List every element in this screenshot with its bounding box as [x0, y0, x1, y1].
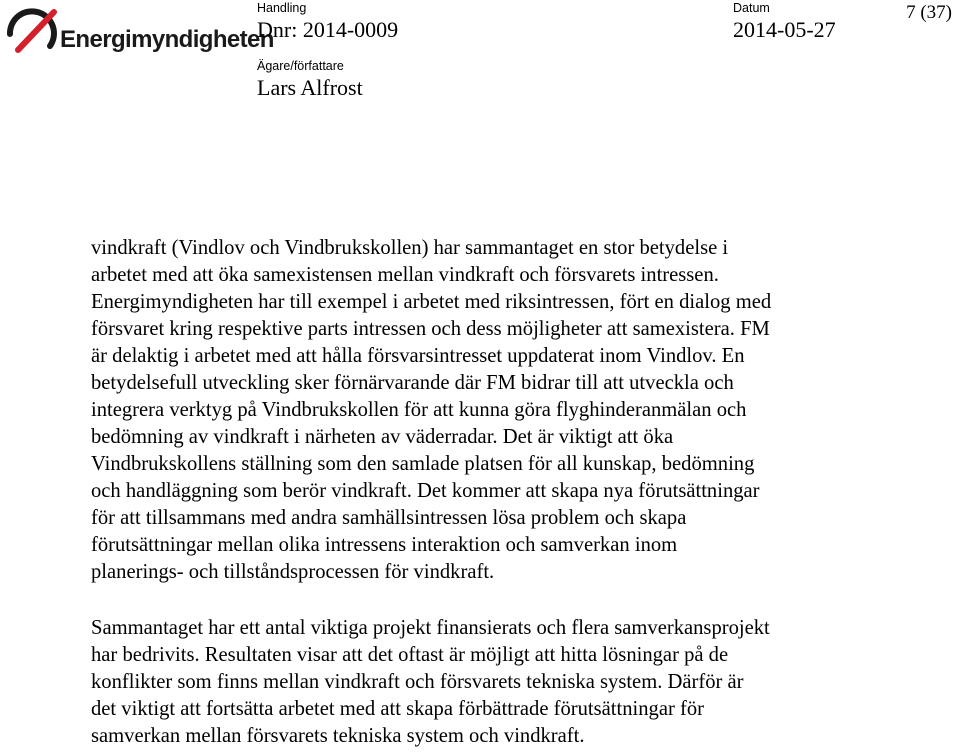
- body-paragraph-1: [91, 235, 891, 586]
- text-line: bedömning av vindkraft i närheten av väderradar. Det är viktigt att öka: [91, 426, 674, 448]
- text-line: förutsättningar mellan olika intressens interaktion och samverkan inom: [91, 534, 678, 556]
- text-line: integrera verktyg på Vindbrukskollen för att kunna göra flyghinderanmälan och: [91, 399, 747, 421]
- text-line: och handläggning som berör vindkraft. Det kommer att skapa nya förutsättningar: [91, 480, 760, 502]
- text-line: Energimyndigheten har till exempel i arbetet med riksintressen, fört en dialog med: [91, 291, 772, 313]
- text-line: planerings- och tillståndsprocessen för vindkraft.: [91, 561, 495, 583]
- body-paragraph-2: [91, 615, 891, 750]
- text-line: konflikter som finns mellan vindkraft och försvarets tekniska system. Därför är: [91, 671, 744, 693]
- logo-swoosh-icon: [6, 4, 66, 60]
- text-line: samverkan mellan försvarets tekniska system och vindkraft.: [91, 725, 585, 747]
- owner-label: Ägare/författare: [257, 59, 344, 73]
- page-number: 7 (37): [906, 2, 952, 23]
- handling-label: Handling: [257, 1, 307, 15]
- energimyndigheten-logo: [6, 4, 274, 60]
- handling-value: Dnr: 2014-0009: [257, 17, 399, 42]
- text-line: försvaret kring respektive parts intressen och dess möjligheter att samexistera. FM: [91, 318, 770, 340]
- text-line: Sammantaget har ett antal viktiga projekt finansierats och flera samverkansprojekt: [91, 617, 770, 639]
- logo-wordmark: Energimyndigheten: [60, 26, 274, 53]
- text-line: vindkraft (Vindlov och Vindbrukskollen) har sammantaget en stor betydelse i: [91, 237, 729, 259]
- text-line: är delaktig i arbetet med att hålla försvarsintresset uppdaterat inom Vindlov. En: [91, 345, 745, 367]
- text-line: betydelsefull utveckling sker förnärvarande där FM bidrar till att utveckla och: [91, 372, 734, 394]
- datum-value: 2014-05-27: [733, 17, 836, 42]
- owner-value: Lars Alfrost: [257, 75, 363, 100]
- datum-label: Datum: [733, 1, 770, 15]
- text-line: det viktigt att fortsätta arbetet med att skapa förbättrade förutsättningar för: [91, 698, 705, 720]
- text-line: arbetet med att öka samexistensen mellan vindkraft och försvarets intressen.: [91, 264, 719, 286]
- text-line: har bedrivits. Resultaten visar att det oftast är möjligt att hitta lösningar på de: [91, 644, 729, 666]
- text-line: för att tillsammans med andra samhällsintressen lösa problem och skapa: [91, 507, 687, 529]
- text-line: Vindbrukskollens ställning som den samlade platsen för all kunskap, bedömning: [91, 453, 755, 475]
